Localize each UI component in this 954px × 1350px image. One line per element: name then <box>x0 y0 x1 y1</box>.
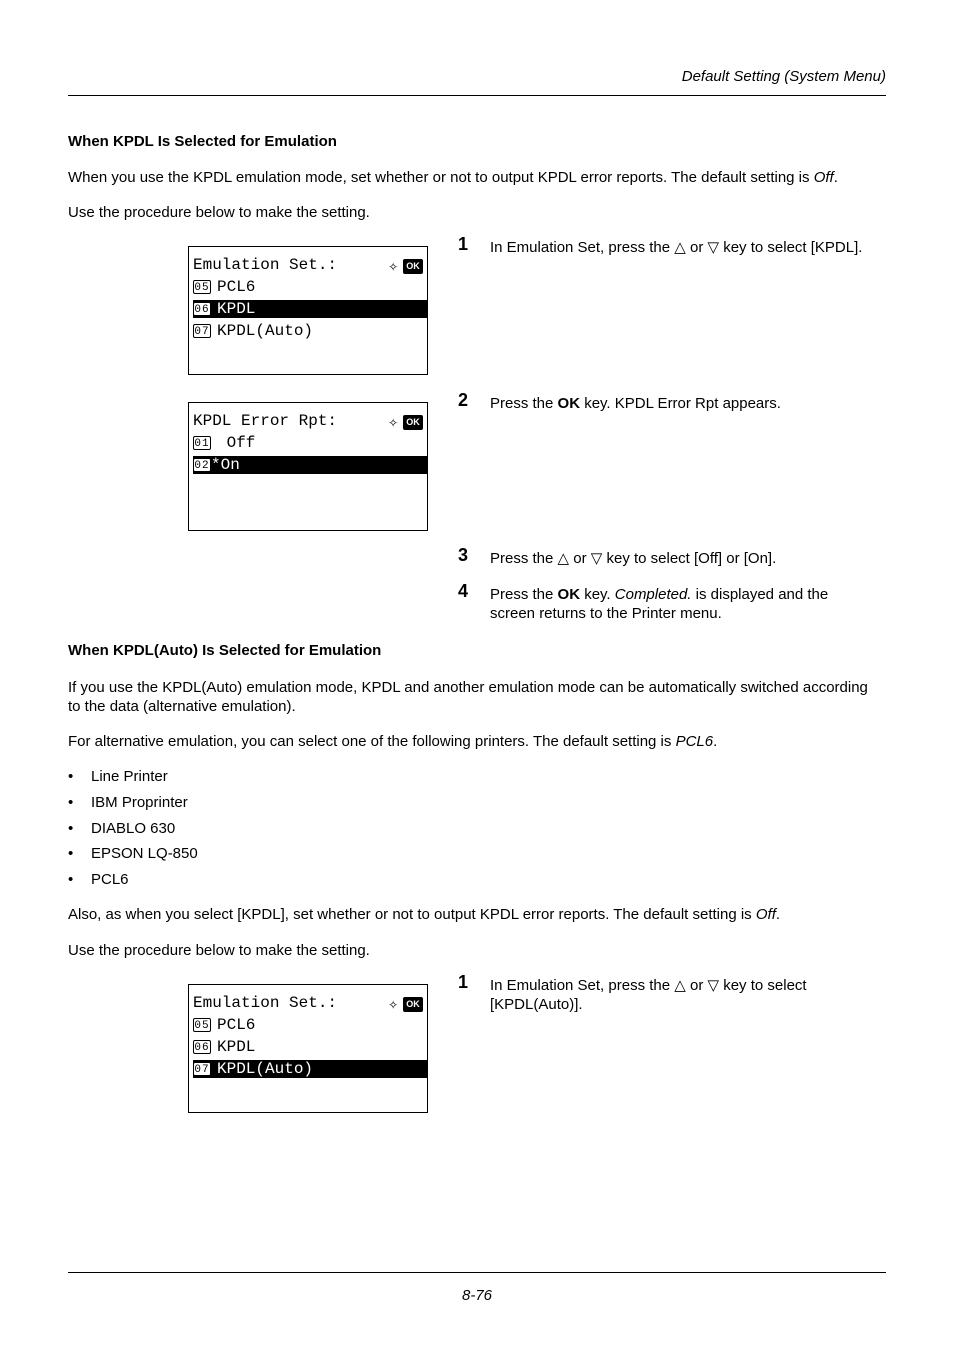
up-arrow-icon: △ <box>557 550 570 567</box>
down-arrow-icon: ▽ <box>590 550 603 567</box>
lcd-menu-item[interactable]: 05 PCL6 <box>194 1016 256 1034</box>
down-arrow-icon: ▽ <box>707 239 720 256</box>
up-arrow-icon: △ <box>674 977 686 994</box>
printer-list <box>68 767 198 896</box>
intro-paragraph: If you use the KPDL(Auto) emulation mode, KPDL and another emulation mode can be automatically switched according to the data (alternative emulation). <box>68 679 868 715</box>
lcd-menu-item-selected[interactable]: 02*On <box>193 456 427 474</box>
lcd-menu-item-selected[interactable]: 06 KPDL <box>193 300 427 318</box>
list-item: • IBM Proprinter <box>68 793 198 819</box>
section-heading-kpdl-auto: When KPDL(Auto) Is Selected for Emulation <box>68 642 382 659</box>
lcd-icons <box>388 412 423 432</box>
procedure-text: Use the procedure below to make the setting. <box>68 204 370 221</box>
navigation-cross-icon: ✧ <box>388 414 398 432</box>
lcd-screen-kpdl-error-rpt <box>188 402 428 531</box>
lcd-menu-item[interactable]: 05 PCL6 <box>194 278 256 296</box>
lcd-menu-item-selected[interactable]: 07 KPDL(Auto) <box>193 1060 427 1078</box>
lcd-title: Emulation Set.: <box>193 256 338 274</box>
ok-key-icon: OK <box>403 415 423 430</box>
list-item: • Line Printer <box>68 767 198 793</box>
step-3: 3 Press the △ or ▽ key to select [Off] or [On]. <box>458 545 777 567</box>
navigation-cross-icon: ✧ <box>388 258 398 276</box>
navigation-cross-icon: ✧ <box>388 996 398 1014</box>
step-4: 4 Press the OK key. Completed. is displayed and the screen returns to the Printer menu. <box>458 581 829 622</box>
list-item: • EPSON LQ-850 <box>68 844 198 870</box>
step-1-auto: 1 In Emulation Set, press the △ or ▽ key to select [KPDL(Auto)]. <box>458 972 807 1013</box>
list-item: • DIABLO 630 <box>68 819 198 845</box>
alternative-paragraph: For alternative emulation, you can select one of the following printers. The default setting is PCL6. <box>68 733 718 750</box>
footer-rule <box>68 1272 886 1273</box>
procedure-text: Use the procedure below to make the setting. <box>68 942 370 959</box>
also-paragraph: Also, as when you select [KPDL], set whether or not to output KPDL error reports. The default setting is Off. <box>68 906 781 923</box>
running-header: Default Setting (System Menu) <box>681 68 886 85</box>
lcd-title: Emulation Set.: <box>193 994 338 1012</box>
lcd-screen-emulation-set-auto <box>188 984 428 1113</box>
step-2: 2 Press the OK key. KPDL Error Rpt appears. <box>458 390 781 412</box>
step-1: 1 In Emulation Set, press the △ or ▽ key to select [KPDL]. <box>458 234 863 256</box>
section-heading-kpdl: When KPDL Is Selected for Emulation <box>68 133 337 150</box>
lcd-icons <box>388 256 423 276</box>
intro-paragraph: When you use the KPDL emulation mode, set whether or not to output KPDL error reports. The default setting is Off. <box>68 169 838 186</box>
up-arrow-icon: △ <box>674 239 686 256</box>
ok-key-icon: OK <box>403 259 423 274</box>
lcd-icons <box>388 994 423 1014</box>
down-arrow-icon: ▽ <box>707 977 720 994</box>
list-item: • PCL6 <box>68 870 198 896</box>
lcd-screen-emulation-set <box>188 246 428 375</box>
lcd-menu-item[interactable]: 06 KPDL <box>194 1038 256 1056</box>
lcd-menu-item[interactable]: 07 KPDL(Auto) <box>194 322 314 340</box>
header-rule <box>68 95 886 96</box>
ok-key-icon: OK <box>403 997 423 1012</box>
page-number: 8-76 <box>461 1287 493 1304</box>
lcd-title: KPDL Error Rpt: <box>193 412 338 430</box>
lcd-menu-item[interactable]: 01 Off <box>194 434 256 452</box>
